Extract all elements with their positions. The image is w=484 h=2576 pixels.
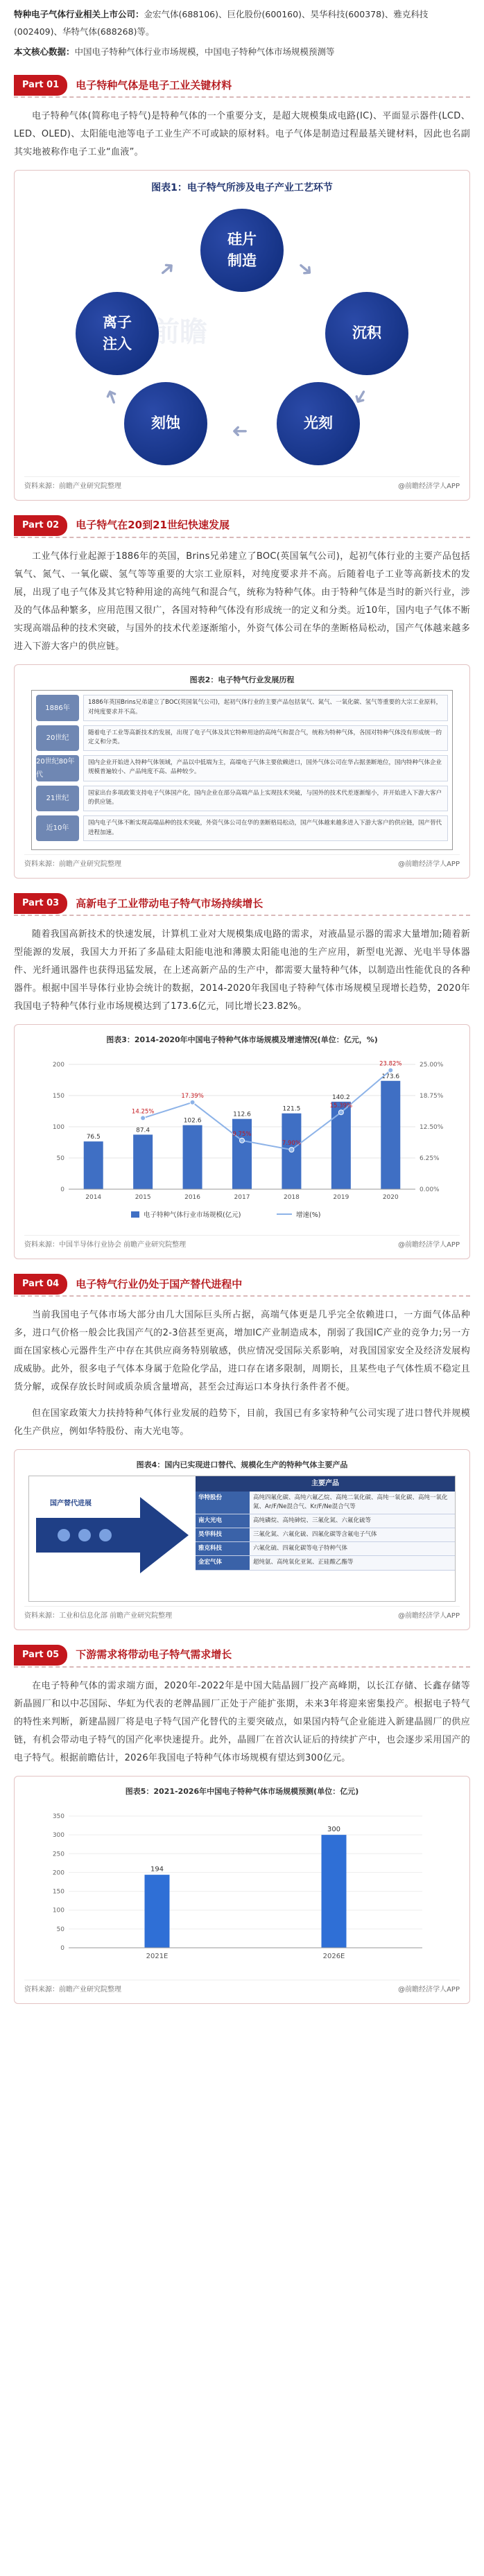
figure-credit: @前瞻经济学人APP bbox=[398, 1241, 460, 1250]
part-badge: Part 05 bbox=[14, 1645, 67, 1666]
substitution-graphic bbox=[29, 1476, 196, 1601]
node-label: 离子 注入 bbox=[103, 314, 132, 352]
arrow-icon: ➜ bbox=[153, 254, 181, 283]
company-products: 六氟化硫、四氟化碳等电子特种气体 bbox=[250, 1542, 455, 1555]
part-header bbox=[14, 1644, 470, 1668]
y2-tick-label: 12.50% bbox=[420, 1124, 444, 1132]
node-label: 刻蚀 bbox=[151, 415, 180, 432]
company-name: 雅克科技 bbox=[196, 1542, 250, 1555]
product-row bbox=[196, 1514, 455, 1528]
part-title: 下游需求将带动电子特气需求增长 bbox=[76, 1648, 232, 1661]
section-part-05 bbox=[14, 1644, 470, 2004]
figure-credit: @前瞻经济学人APP bbox=[398, 482, 460, 490]
timeline-row bbox=[36, 695, 448, 720]
part-header bbox=[14, 892, 470, 916]
related-companies bbox=[14, 6, 470, 40]
figure-title: 图表5：2021-2026年中国电子特种气体市场规模预测(单位：亿元) bbox=[125, 1786, 359, 1796]
part-header bbox=[14, 1273, 470, 1297]
y-tick-label: 200 bbox=[52, 1062, 64, 1069]
y-tick-label: 300 bbox=[52, 1831, 64, 1839]
section-part-03 bbox=[14, 892, 470, 1259]
bar-value-label: 112.6 bbox=[233, 1111, 251, 1118]
company-products: 三氟化氮、六氟化硫、四氟化碳等含氟电子气体 bbox=[250, 1528, 455, 1541]
timeline-text: 随着电子工业等高新技术的发展，出现了电子气体及其它特种用途的高纯气和混合气，统称为特种气体，各国对特种气体没有形成统一的定义和分类。 bbox=[83, 725, 448, 751]
growth-point bbox=[240, 1138, 245, 1143]
article-meta bbox=[14, 6, 470, 60]
figure-source: 资料来源：前瞻产业研究院整理 bbox=[24, 1985, 121, 1994]
node-deposition bbox=[325, 292, 408, 375]
timeline-text: 国内电子气体不断实现高端品种的技术突破，外资气体公司在华的垄断格局松动，国产气体越来越多进入下游大客户的供应链，国产替代进程加速。 bbox=[83, 815, 448, 841]
growth-point bbox=[289, 1148, 294, 1152]
legend-label-bar: 电子特种气体行业市场规模(亿元) bbox=[144, 1211, 241, 1220]
growth-line bbox=[143, 1071, 390, 1150]
figure-title: 图表4：国内已实现进口替代、规模化生产的特种气体主要产品 bbox=[136, 1460, 348, 1470]
core-data bbox=[14, 43, 470, 60]
y-tick-label: 200 bbox=[52, 1869, 64, 1877]
figure-credit: @前瞻经济学人APP bbox=[398, 1985, 460, 1994]
timeline-year: 1886年 bbox=[36, 695, 79, 720]
y-tick-label: 0 bbox=[60, 1186, 64, 1194]
timeline-year: 20世纪 bbox=[36, 725, 79, 751]
figure-title: 图表3：2014-2020年中国电子特种气体市场规模及增速情况(单位：亿元，%) bbox=[106, 1035, 378, 1045]
bar-value-label: 173.6 bbox=[381, 1073, 400, 1080]
product-row bbox=[196, 1556, 455, 1570]
section-part-02 bbox=[14, 515, 470, 879]
y-tick-label: 100 bbox=[52, 1124, 64, 1132]
node-label: 光刻 bbox=[304, 415, 333, 432]
core-data-text: 中国电子特种气体行业市场规模，中国电子特种气体市场规模预测等 bbox=[74, 46, 335, 57]
arrow-icon: ➜ bbox=[232, 420, 248, 443]
bar bbox=[133, 1134, 153, 1189]
part-badge: Part 01 bbox=[14, 75, 67, 96]
paragraph: 随着我国高新技术的快速发展，计算机工业对大规模集成电路的需求，对液晶显示器的需求大量增加;随着新型能源的发展，我国大力开拓了多晶硅太阳能电池和薄膜太阳能电池的生产应用，新型电光源、光电半导体器件、光纤通讯器件也获得迅猛发展，在上述高新产品的生产中，都需要大量特种气体，以制造出性能优良的各种器件。根据中国半导体行业协会统计的数据，2014-2020年我国电子特种气体市场规模呈现增长趋势，2020年我国电子特种气体行业市场规模达到了173.6亿元，同比增长23.82%。 bbox=[14, 929, 470, 1012]
timeline-text: 国内企业开始进入特种气体领域，产品以中低端为主，高端电子气体主要依赖进口，国外气体公司在华占据垄断地位，国内特种气体企业规模普遍较小、产品纯度不高、品种较少。 bbox=[83, 755, 448, 781]
company-name: 华特股份 bbox=[196, 1492, 250, 1514]
bar bbox=[84, 1141, 103, 1189]
y-tick-label: 250 bbox=[52, 1850, 64, 1858]
substitution-label: 国产替代进展 bbox=[50, 1500, 92, 1508]
bar bbox=[183, 1125, 202, 1189]
timeline-row bbox=[36, 786, 448, 811]
y-tick-label: 150 bbox=[52, 1888, 64, 1896]
x-tick-label: 2017 bbox=[234, 1194, 250, 1202]
timeline-year: 近10年 bbox=[36, 815, 79, 841]
section-part-01 bbox=[14, 74, 470, 501]
figure-2 bbox=[14, 664, 470, 879]
timeline-year: 20世纪80年代 bbox=[36, 755, 79, 781]
part-title: 电子特种气体是电子工业关键材料 bbox=[76, 78, 232, 92]
company-name: 南大光电 bbox=[196, 1514, 250, 1528]
bar bbox=[232, 1119, 252, 1189]
timeline-text: 国家出台多项政策支持电子气体国产化，国内企业在部分高端产品上实现技术突破，与国外的技术代差逐渐缩小，并开始进入下游大客户的供应链。 bbox=[83, 786, 448, 811]
figure-title: 图表1：电子特气所涉及电子产业工艺环节 bbox=[151, 182, 333, 193]
bar-value-label: 140.2 bbox=[331, 1093, 350, 1101]
figure-source-row bbox=[24, 1606, 460, 1623]
part-title: 电子特气行业仍处于国产替代进程中 bbox=[76, 1277, 243, 1290]
y-tick-label: 50 bbox=[56, 1155, 64, 1163]
y-tick-label: 0 bbox=[60, 1944, 64, 1952]
part-title: 高新电子工业带动电子特气市场持续增长 bbox=[76, 897, 263, 910]
product-row bbox=[196, 1492, 455, 1514]
growth-value-label: 9.75% bbox=[232, 1130, 252, 1138]
bar bbox=[381, 1081, 400, 1189]
node-label: 硅片 制造 bbox=[227, 231, 257, 269]
timeline-row bbox=[36, 755, 448, 781]
watermark: 前瞻 bbox=[152, 315, 207, 348]
product-list bbox=[196, 1476, 455, 1601]
growth-point bbox=[338, 1110, 343, 1115]
substitution-table bbox=[28, 1476, 456, 1602]
x-tick-label: 2019 bbox=[333, 1194, 349, 1202]
y2-tick-label: 18.75% bbox=[420, 1093, 444, 1100]
y2-tick-label: 0.00% bbox=[420, 1186, 440, 1194]
figure-4 bbox=[14, 1449, 470, 1630]
paragraph: 工业气体行业起源于1886年的英国，Brins兄弟建立了BOC(英国氧气公司)，起初气体行业的主要产品包括氧气、氮气、一氧化碳、氢气等等重要的大宗工业原料，对纯度要求并不高。后随着电子工业等高新技术的发展，出现了电子气体及其它特种用途的高纯气和混合气，统称为特种气体。由于特种气体是当时的新兴行业，涉及的气体品种繁多，应用范围又很广，各国对特种气体没有形成统一的定义和分类。近10年，国内电子气体不断实现高端品种的技术突破，与国外的技术代差逐渐缩小，外资气体公司在华的垄断格局松动，国产气体越来越多进入下游大客户的供应链。 bbox=[14, 551, 470, 652]
company-name: 昊华科技 bbox=[196, 1528, 250, 1541]
y-tick-label: 50 bbox=[56, 1926, 64, 1933]
y-tick-label: 350 bbox=[52, 1813, 64, 1820]
y2-tick-label: 25.00% bbox=[420, 1062, 444, 1069]
bar-value-label: 76.5 bbox=[86, 1134, 101, 1141]
x-tick-label: 2020 bbox=[382, 1194, 399, 1202]
growth-value-label: 7.90% bbox=[282, 1140, 301, 1148]
legend-swatch-bar bbox=[131, 1211, 139, 1218]
timeline-row bbox=[36, 815, 448, 841]
timeline-text: 1886年英国Brins兄弟建立了BOC(英国氧气公司)，起初气体行业的主要产品包括氧气、氮气、一氧化碳、氢气等重要的大宗工业原料，对纯度要求并不高。 bbox=[83, 695, 448, 720]
bar-value-label: 194 bbox=[150, 1865, 164, 1874]
figure-credit: @前瞻经济学人APP bbox=[398, 1611, 460, 1620]
timeline-year: 21世纪 bbox=[36, 786, 79, 811]
part-header bbox=[14, 74, 470, 98]
product-row bbox=[196, 1542, 455, 1556]
related-companies-label: 特种电子气体行业相关上市公司： bbox=[14, 9, 144, 19]
timeline bbox=[31, 690, 453, 850]
bar-value-label: 87.4 bbox=[136, 1127, 150, 1134]
market-size-chart bbox=[27, 1051, 457, 1231]
figure-source: 资料来源：中国半导体行业协会 前瞻产业研究院整理 bbox=[24, 1241, 187, 1250]
company-products: 高纯四氟化碳、高纯六氟乙烷、高纯二氧化碳、高纯一氧化碳、高纯一氧化氮、Ar/F/Ne混合气、Kr/F/Ne混合气等 bbox=[250, 1492, 455, 1514]
forecast-chart bbox=[27, 1802, 457, 1976]
paragraph: 电子特种气体(简称电子特气)是特种气体的一个重要分支，是超大规模集成电路(IC)、平面显示器件(LCD、LED、OLED)、太阳能电池等电子工业生产不可或缺的原材料。电子气体是制造过程最基关键材料，因此也名副其实地被称作电子工业“血液”。 bbox=[14, 111, 470, 157]
product-list-header: 主要产品 bbox=[196, 1476, 455, 1492]
bar-value-label: 121.5 bbox=[282, 1105, 301, 1113]
legend-label-line: 增速(%) bbox=[296, 1211, 321, 1220]
company-products: 高纯磷烷、高纯砷烷、三氟化氮、六氟化硫等 bbox=[250, 1514, 455, 1528]
growth-point bbox=[388, 1068, 393, 1073]
y-tick-label: 150 bbox=[52, 1093, 64, 1100]
paragraph: 但在国家政策大力扶持特种气体行业发展的趋势下，目前，我国已有多家特种气公司实现了进口替代并规模化生产供应，例如华特股份、南大光电等。 bbox=[14, 1408, 470, 1437]
growth-value-label: 15.39% bbox=[329, 1103, 353, 1110]
core-data-label: 本文核心数据： bbox=[14, 46, 75, 57]
figure-source-row bbox=[24, 854, 460, 871]
arrow-icon: ➜ bbox=[347, 383, 375, 410]
figure-1 bbox=[14, 170, 470, 501]
company-name: 金宏气体 bbox=[196, 1556, 250, 1569]
node-ion-implantation bbox=[76, 292, 159, 375]
arrow-icon: ➜ bbox=[292, 254, 320, 283]
growth-point bbox=[141, 1116, 146, 1121]
x-tick-label: 2026E bbox=[322, 1952, 345, 1960]
growth-point bbox=[190, 1100, 195, 1105]
figure-source-row bbox=[24, 476, 460, 493]
x-tick-label: 2014 bbox=[85, 1194, 102, 1202]
x-tick-label: 2015 bbox=[135, 1194, 151, 1202]
node-label: 沉积 bbox=[352, 325, 381, 342]
figure-5 bbox=[14, 1776, 470, 2004]
growth-value-label: 17.39% bbox=[181, 1092, 204, 1100]
figure-source-row bbox=[24, 1980, 460, 1996]
figure-source: 资料来源：前瞻产业研究院整理 bbox=[24, 482, 121, 490]
part-badge: Part 04 bbox=[14, 1274, 67, 1295]
paragraph: 当前我国电子气体市场大部分由几大国际巨头所占据，高端气体更是几乎完全依赖进口，一方面气体品种多，进口气价格一般会比我国产气的2-3倍甚至更高，增加IC产业制造成本，削弱了我国IC产业的竞争力;另一方面在国家核心元器件生产中存在其供应商务特别敏感，供应情况受国际关系影响，对我国国家安全及经济发展构成威胁。此外，很多电子气体本身属于危险化学品，进口存在诸多限制，周期长，且某些电子气体性质不稳定且货分解，或保存放长时间或质杂质含量增高，甚至会过海运口本身执行条件者不便。 bbox=[14, 1310, 470, 1393]
bar bbox=[322, 1835, 347, 1948]
section-part-04 bbox=[14, 1273, 470, 1630]
y2-tick-label: 6.25% bbox=[420, 1155, 440, 1163]
growth-value-label: 23.82% bbox=[379, 1060, 402, 1068]
timeline-row bbox=[36, 725, 448, 751]
figure-credit: @前瞻经济学人APP bbox=[398, 861, 460, 869]
arrow-graphic bbox=[29, 1476, 196, 1594]
bar-value-label: 300 bbox=[327, 1825, 341, 1833]
part-badge: Part 03 bbox=[14, 893, 67, 914]
x-tick-label: 2018 bbox=[283, 1194, 300, 1202]
part-badge: Part 02 bbox=[14, 515, 67, 536]
part-title: 电子特气在20到21世纪快速发展 bbox=[76, 519, 230, 532]
product-row bbox=[196, 1528, 455, 1542]
bar bbox=[145, 1874, 170, 1947]
company-products: 超纯氨、高纯氧化亚氮、正硅酸乙酯等 bbox=[250, 1556, 455, 1569]
y-tick-label: 100 bbox=[52, 1907, 64, 1914]
process-cycle-diagram bbox=[48, 202, 436, 472]
figure-source-row bbox=[24, 1235, 460, 1252]
node-etching bbox=[124, 382, 207, 465]
figure-3 bbox=[14, 1024, 470, 1259]
growth-value-label: 14.25% bbox=[131, 1108, 155, 1116]
node-wafer-manufacturing bbox=[200, 209, 284, 292]
arrow-icon: ➜ bbox=[98, 385, 126, 408]
figure-source: 资料来源：工业和信息化部 前瞻产业研究院整理 bbox=[24, 1611, 173, 1620]
figure-title: 图表2：电子特气行业发展历程 bbox=[189, 675, 295, 684]
figure-source: 资料来源：前瞻产业研究院整理 bbox=[24, 861, 121, 869]
related-companies-text: 金宏气体(688106)、巨化股份(600160)、昊华科技(600378)、雅克科技(002409)、华特气体(688268)等。 bbox=[14, 9, 429, 37]
x-tick-label: 2021E bbox=[146, 1952, 168, 1960]
bar-value-label: 102.6 bbox=[183, 1117, 202, 1125]
part-header bbox=[14, 515, 470, 538]
x-tick-label: 2016 bbox=[184, 1194, 201, 1202]
paragraph: 在电子特种气体的需求端方面，2020年-2022年是中国大陆晶圆厂投产高峰期，以长江存储、长鑫存储等新晶圆厂和以中芯国际、华虹为代表的老牌晶圆厂正处于产能扩张期，未来3年将迎来密集投产。根据电子特气的特性来判断，新建晶圆厂将是电子特气国产化替代的主要突破点，如果国内特气企业能进入新建晶圆厂的供应链，有机会带动电子特气的国产化率快速提升。此外，晶圆厂在首次认证后的持续扩产中，也会逐步采用国产的电子特气。根据前瞻估计，2026年我国电子特种气体市场规模有望达到300亿元。 bbox=[14, 1680, 470, 1763]
